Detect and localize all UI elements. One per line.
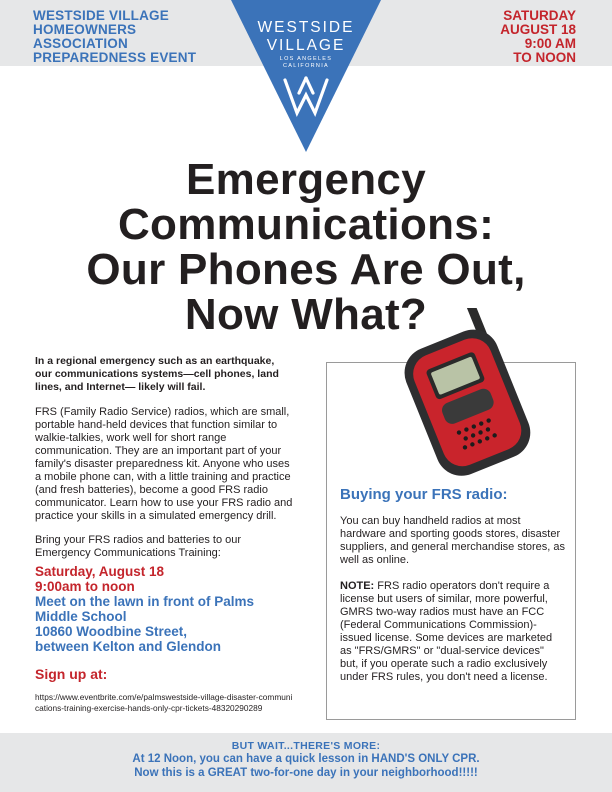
footer-band [0, 733, 612, 792]
bring-radios-paragraph: Bring your FRS radios and batteries to our Emergency Communications Training: [35, 534, 242, 559]
buying-section-title: Buying your FRS radio: [340, 486, 508, 503]
title-line: Our Phones Are Out, [86, 245, 526, 294]
event-location-line: between Kelton and Glendon [35, 639, 222, 654]
logo-line1: WESTSIDE [257, 19, 355, 36]
organization-name [33, 9, 233, 65]
signup-link[interactable]: https://www.eventbrite.com/e/palmswestside-village-disaster-communications-training-exercise-hands-only-cpr-tickets-48320290289 [35, 692, 293, 713]
event-location-line: Middle School [35, 609, 127, 624]
date-line: TO NOON [513, 50, 576, 65]
logo-line2: VILLAGE [266, 37, 346, 54]
date-line: AUGUST 18 [500, 22, 576, 37]
org-line: WESTSIDE VILLAGE [33, 8, 169, 23]
event-date-header [456, 9, 576, 65]
event-time: 9:00am to noon [35, 579, 135, 594]
event-date: Saturday, August 18 [35, 564, 165, 579]
logo-line4: CALIFORNIA [282, 63, 330, 69]
title-line: Emergency [186, 155, 426, 204]
note-text: FRS radio operators don't require a license but users of similar, more powerful, GMRS two-way radios must have an FCC (Federal Communications Commission)-issued license. Some devices are marketed as "FRS/GMRS" or "dual-service devices" but, if you operate such a radio exclusively under FRS rules, you don't need a license. [340, 580, 553, 683]
org-line: PREPAREDNESS EVENT [33, 50, 197, 65]
org-line: HOMEOWNERS [33, 22, 137, 37]
note-label: NOTE: [340, 580, 375, 592]
footer-cpr-line: At 12 Noon, you can have a quick lesson in HAND'S ONLY CPR. [132, 753, 480, 765]
event-location-line: Meet on the lawn in front of Palms [35, 594, 255, 609]
license-note [340, 580, 565, 684]
signup-label: Sign up at: [35, 666, 108, 682]
title-line: Now What? [184, 290, 428, 339]
event-location-line: 10860 Woodbine Street, [35, 624, 188, 639]
frs-description-paragraph: FRS (Family Radio Service) radios, which are small, portable hand-held devices that function similar to walkie-talkies, work well for short range communication. They are an important part of your family's disaster preparedness kit. Anyone who uses a mobile phone can, with a little training and practice (and fresh batteries), become a good FRS radio communicator. Learn how to use your FRS radio and practice your skills in a simulated emergency drill. [35, 406, 293, 522]
logo-line3: LOS ANGELES [279, 56, 333, 62]
date-line: 9:00 AM [524, 36, 576, 51]
westside-village-logo [231, 0, 381, 152]
event-details-column [35, 355, 293, 714]
buying-paragraph: You can buy handheld radios at most hardware and sporting goods stores, disaster suppliers, and general merchandise stores, as well as online. [340, 515, 566, 566]
date-line: SATURDAY [503, 8, 576, 23]
footer-heading: BUT WAIT...THERE'S MORE: [231, 740, 381, 752]
title-line: Communications: [117, 200, 495, 249]
footer-promo-line: Now this is a GREAT two-for-one day in your neighborhood!!!!! [134, 767, 478, 779]
org-line: ASSOCIATION [33, 36, 128, 51]
frs-radio-image [370, 308, 550, 483]
lead-paragraph: In a regional emergency such as an earthquake, our communications systems—cell phones, land lines, and Internet— likely will fail. [35, 355, 279, 393]
